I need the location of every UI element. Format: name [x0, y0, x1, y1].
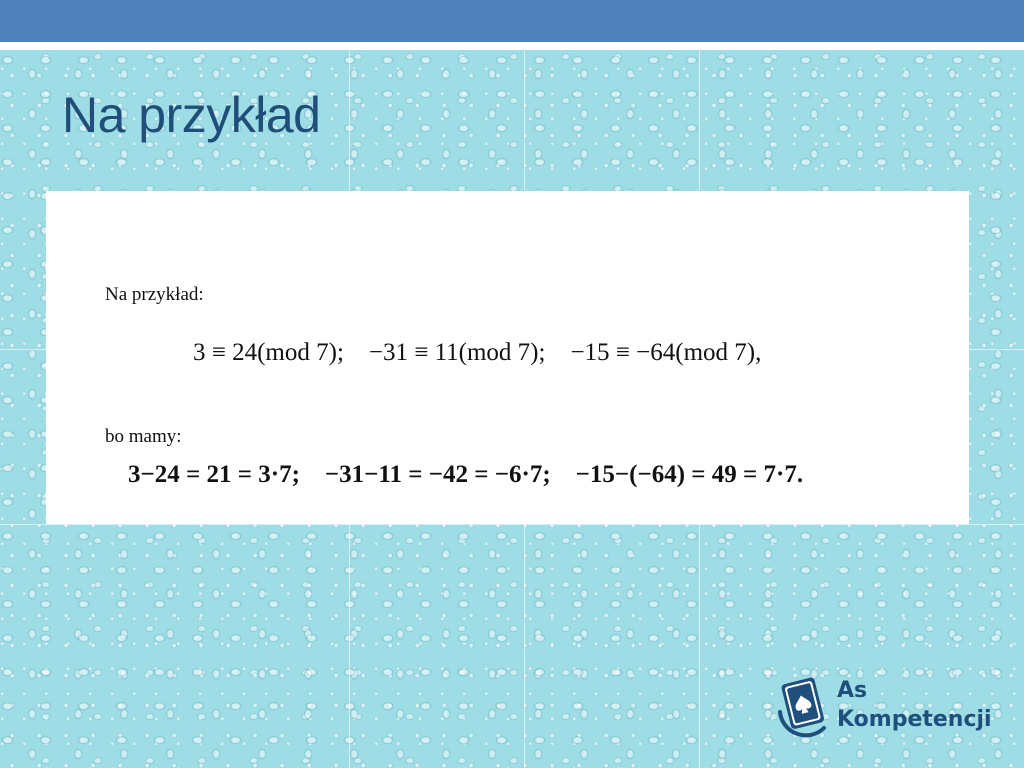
slide-title: Na przykład [62, 87, 321, 143]
congruence-examples: 3 ≡ 24(mod 7); −31 ≡ 11(mod 7); −15 ≡ −64(mod 7), [193, 339, 762, 366]
header-gap [0, 42, 1024, 50]
congruence-explanation: 3−24 = 21 = 3·7; −31−11 = −42 = −6·7; −15−(−64) = 49 = 7·7. [128, 461, 804, 488]
as-kompetencji-logo [770, 672, 1000, 748]
content-image [46, 191, 969, 524]
header-bar [0, 0, 1024, 42]
because-text: bo mamy: [105, 426, 182, 447]
logo-line-1: As [837, 678, 868, 703]
intro-text: Na przykład: [105, 284, 204, 305]
logo-text [837, 676, 992, 734]
spade-card-icon [770, 672, 834, 742]
logo-line-2: Kompetencji [837, 707, 992, 732]
background-tile-divider [0, 524, 1024, 525]
